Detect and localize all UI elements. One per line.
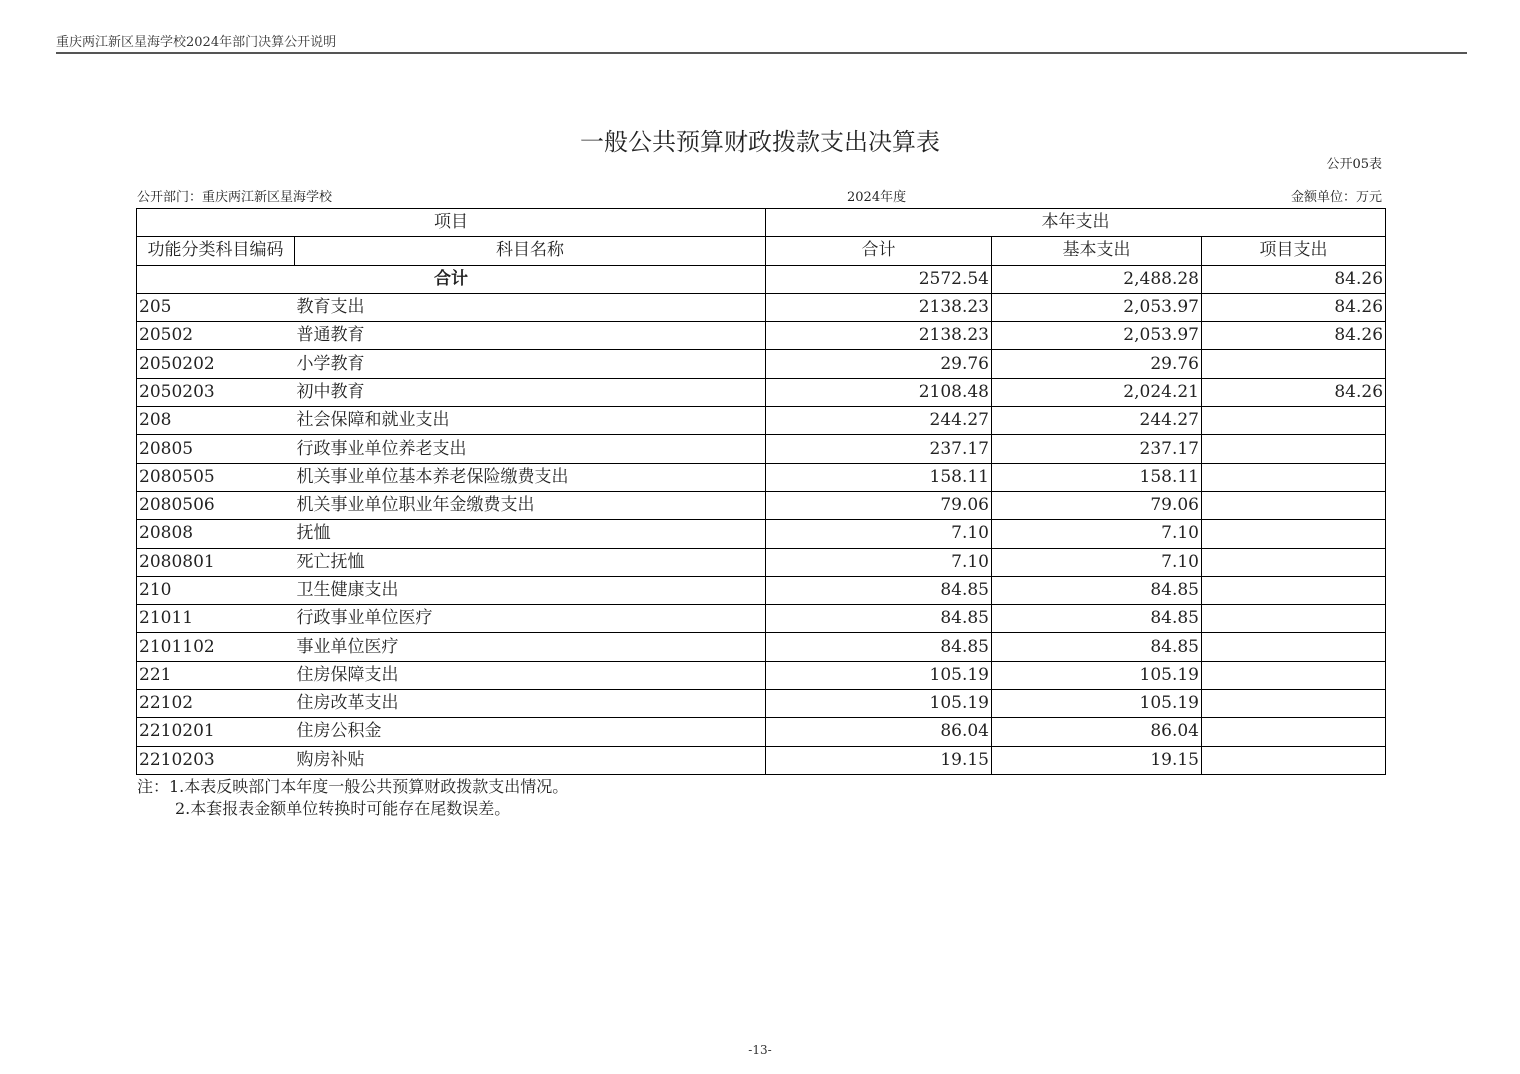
- row-code: 2080506: [137, 491, 295, 519]
- row-code: 210: [137, 576, 295, 604]
- fiscal-year-label: 2024年度: [847, 190, 907, 205]
- form-code: 公开05表: [1326, 157, 1382, 172]
- row-name: 教育支出: [295, 293, 766, 321]
- row-total: 7.10: [766, 548, 992, 576]
- row-project: 84.26: [1202, 293, 1386, 321]
- table-row: [137, 661, 1386, 689]
- row-project: [1202, 435, 1386, 463]
- row-project: 84.26: [1202, 378, 1386, 406]
- row-project: [1202, 633, 1386, 661]
- table-row: [137, 576, 1386, 604]
- table-row: [137, 378, 1386, 406]
- table-row: [137, 435, 1386, 463]
- table-title: 一般公共预算财政拨款支出决算表: [580, 128, 940, 156]
- row-project: [1202, 661, 1386, 689]
- total-row: [137, 265, 1386, 293]
- row-total: 105.19: [766, 661, 992, 689]
- row-name: 抚恤: [295, 520, 766, 548]
- row-code: 2080801: [137, 548, 295, 576]
- row-basic: 105.19: [992, 661, 1202, 689]
- row-total: 7.10: [766, 520, 992, 548]
- row-basic: 84.85: [992, 633, 1202, 661]
- row-name: 机关事业单位职业年金缴费支出: [295, 491, 766, 519]
- row-name: 卫生健康支出: [295, 576, 766, 604]
- row-name: 行政事业单位养老支出: [295, 435, 766, 463]
- table-row: [137, 491, 1386, 519]
- expenditure-table: [136, 208, 1386, 775]
- row-name: 住房公积金: [295, 718, 766, 746]
- header-row-1: [137, 209, 1386, 237]
- row-project: [1202, 718, 1386, 746]
- row-project: 84.26: [1202, 322, 1386, 350]
- row-basic: 86.04: [992, 718, 1202, 746]
- row-project: [1202, 350, 1386, 378]
- header-name: 科目名称: [295, 237, 766, 265]
- row-code: 208: [137, 407, 295, 435]
- row-basic: 105.19: [992, 690, 1202, 718]
- total-row-total: 2572.54: [766, 265, 992, 293]
- row-basic: 84.85: [992, 605, 1202, 633]
- row-name: 普通教育: [295, 322, 766, 350]
- header-project: 项目支出: [1202, 237, 1386, 265]
- total-row-project: 84.26: [1202, 265, 1386, 293]
- row-code: 2210203: [137, 746, 295, 774]
- row-code: 20502: [137, 322, 295, 350]
- table-row: [137, 463, 1386, 491]
- row-basic: 2,024.21: [992, 378, 1202, 406]
- row-name: 初中教育: [295, 378, 766, 406]
- row-name: 住房改革支出: [295, 690, 766, 718]
- row-basic: 19.15: [992, 746, 1202, 774]
- row-total: 19.15: [766, 746, 992, 774]
- row-code: 2050203: [137, 378, 295, 406]
- row-total: 2138.23: [766, 322, 992, 350]
- row-total: 158.11: [766, 463, 992, 491]
- row-basic: 7.10: [992, 548, 1202, 576]
- row-name: 行政事业单位医疗: [295, 605, 766, 633]
- row-project: [1202, 605, 1386, 633]
- row-code: 205: [137, 293, 295, 321]
- table-row: [137, 690, 1386, 718]
- table-row: [137, 407, 1386, 435]
- row-code: 221: [137, 661, 295, 689]
- row-total: 244.27: [766, 407, 992, 435]
- row-basic: 2,053.97: [992, 293, 1202, 321]
- row-total: 79.06: [766, 491, 992, 519]
- row-name: 事业单位医疗: [295, 633, 766, 661]
- row-project: [1202, 463, 1386, 491]
- row-total: 2108.48: [766, 378, 992, 406]
- row-name: 死亡抚恤: [295, 548, 766, 576]
- table-row: [137, 605, 1386, 633]
- row-project: [1202, 576, 1386, 604]
- row-code: 2210201: [137, 718, 295, 746]
- note-2: 2.本套报表金额单位转换时可能存在尾数误差。: [175, 799, 511, 818]
- header-row-2: [137, 237, 1386, 265]
- row-total: 86.04: [766, 718, 992, 746]
- table-row: [137, 520, 1386, 548]
- row-basic: 79.06: [992, 491, 1202, 519]
- row-name: 机关事业单位基本养老保险缴费支出: [295, 463, 766, 491]
- department-label: 公开部门：重庆两江新区星海学校: [137, 190, 333, 205]
- note-1: 注：1.本表反映部门本年度一般公共预算财政拨款支出情况。: [137, 777, 569, 796]
- row-name: 小学教育: [295, 350, 766, 378]
- row-total: 2138.23: [766, 293, 992, 321]
- row-project: [1202, 407, 1386, 435]
- row-total: 84.85: [766, 605, 992, 633]
- table-row: [137, 633, 1386, 661]
- row-total: 237.17: [766, 435, 992, 463]
- table-row: [137, 718, 1386, 746]
- table-row: [137, 293, 1386, 321]
- row-code: 2080505: [137, 463, 295, 491]
- row-total: 29.76: [766, 350, 992, 378]
- row-code: 2050202: [137, 350, 295, 378]
- row-name: 社会保障和就业支出: [295, 407, 766, 435]
- row-code: 21011: [137, 605, 295, 633]
- row-project: [1202, 746, 1386, 774]
- header-divider: [56, 52, 1467, 54]
- table-row: [137, 350, 1386, 378]
- header-item: 项目: [137, 209, 766, 237]
- row-total: 84.85: [766, 576, 992, 604]
- row-name: 住房保障支出: [295, 661, 766, 689]
- total-row-label: 合计: [137, 265, 766, 293]
- row-basic: 2,053.97: [992, 322, 1202, 350]
- row-code: 20805: [137, 435, 295, 463]
- row-project: [1202, 520, 1386, 548]
- row-project: [1202, 690, 1386, 718]
- page-number: -13-: [748, 1043, 772, 1057]
- header-basic: 基本支出: [992, 237, 1202, 265]
- row-total: 84.85: [766, 633, 992, 661]
- table-row: [137, 322, 1386, 350]
- header-current-year: 本年支出: [766, 209, 1386, 237]
- row-basic: 84.85: [992, 576, 1202, 604]
- document-header-title: 重庆两江新区星海学校2024年部门决算公开说明: [56, 35, 337, 50]
- row-project: [1202, 491, 1386, 519]
- amount-unit-label: 金额单位：万元: [1290, 190, 1382, 205]
- row-project: [1202, 548, 1386, 576]
- row-basic: 237.17: [992, 435, 1202, 463]
- row-basic: 244.27: [992, 407, 1202, 435]
- row-name: 购房补贴: [295, 746, 766, 774]
- header-total: 合计: [766, 237, 992, 265]
- row-basic: 29.76: [992, 350, 1202, 378]
- header-code: 功能分类科目编码: [137, 237, 295, 265]
- total-row-basic: 2,488.28: [992, 265, 1202, 293]
- row-basic: 158.11: [992, 463, 1202, 491]
- table-row: [137, 548, 1386, 576]
- row-code: 22102: [137, 690, 295, 718]
- row-total: 105.19: [766, 690, 992, 718]
- row-basic: 7.10: [992, 520, 1202, 548]
- table-row: [137, 746, 1386, 774]
- table-notes: [137, 776, 568, 820]
- row-code: 2101102: [137, 633, 295, 661]
- row-code: 20808: [137, 520, 295, 548]
